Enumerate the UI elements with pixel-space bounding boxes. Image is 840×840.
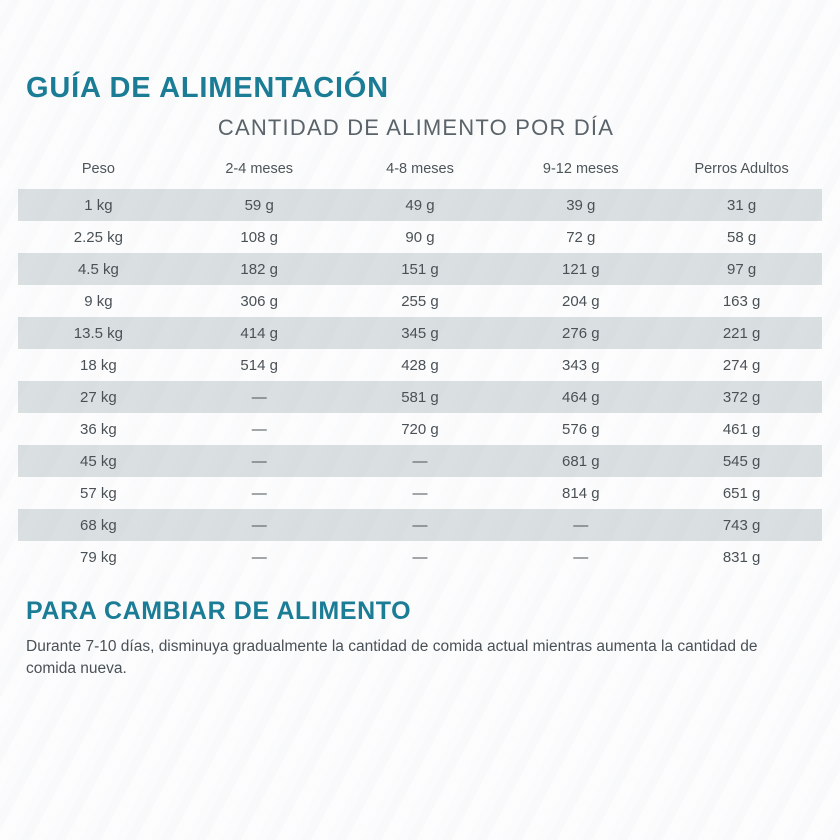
cell-2-4-months: —	[179, 541, 340, 573]
cell-2-4-months: 514 g	[179, 349, 340, 381]
table-row	[18, 445, 822, 477]
cell-9-12-months: —	[500, 509, 661, 541]
column-header-4-8-months: 4-8 meses	[386, 161, 454, 177]
cell-4-8-months: 720 g	[340, 413, 501, 445]
cell-9-12-months: 204 g	[500, 285, 661, 317]
cell-4-8-months: 90 g	[340, 221, 501, 253]
cell-2-4-months: 108 g	[179, 221, 340, 253]
cell-adult-dogs: 372 g	[661, 381, 822, 413]
cell-4-8-months: 255 g	[340, 285, 501, 317]
table-header	[18, 155, 822, 189]
section-body-food-change: Durante 7-10 días, disminuya gradualmente la cantidad de comida actual mientras aumenta la cantidad de comida nueva.	[26, 638, 758, 678]
column-header-adult-dogs: Perros Adultos	[694, 161, 789, 177]
cell-weight: 57 kg	[18, 477, 179, 509]
cell-9-12-months: 121 g	[500, 253, 661, 285]
cell-adult-dogs: 651 g	[661, 477, 822, 509]
cell-4-8-months: —	[340, 477, 501, 509]
page-title: GUÍA DE ALIMENTACIÓN	[26, 72, 389, 104]
cell-weight: 79 kg	[18, 541, 179, 573]
column-header-2-4-months: 2-4 meses	[225, 161, 294, 177]
cell-2-4-months: 306 g	[179, 285, 340, 317]
cell-adult-dogs: 221 g	[661, 317, 822, 349]
cell-4-8-months: —	[340, 509, 501, 541]
table-row	[18, 221, 822, 253]
cell-adult-dogs: 58 g	[661, 221, 822, 253]
cell-4-8-months: 428 g	[340, 349, 501, 381]
cell-2-4-months: 182 g	[179, 253, 340, 285]
cell-4-8-months: 581 g	[340, 381, 501, 413]
column-header-weight: Peso	[81, 161, 115, 177]
cell-4-8-months: —	[340, 541, 501, 573]
cell-adult-dogs: 163 g	[661, 285, 822, 317]
table-row	[18, 477, 822, 509]
table-header-row	[18, 155, 822, 189]
cell-4-8-months: 151 g	[340, 253, 501, 285]
cell-9-12-months: 72 g	[500, 221, 661, 253]
table-row	[18, 509, 822, 541]
cell-weight: 9 kg	[18, 285, 179, 317]
cell-9-12-months: —	[500, 541, 661, 573]
table-row	[18, 413, 822, 445]
cell-weight: 13.5 kg	[18, 317, 179, 349]
cell-9-12-months: 681 g	[500, 445, 661, 477]
cell-weight: 36 kg	[18, 413, 179, 445]
cell-adult-dogs: 97 g	[661, 253, 822, 285]
cell-9-12-months: 276 g	[500, 317, 661, 349]
table-row	[18, 541, 822, 573]
cell-2-4-months: 414 g	[179, 317, 340, 349]
section-title-food-change: PARA CAMBIAR DE ALIMENTO	[26, 597, 412, 625]
cell-weight: 45 kg	[18, 445, 179, 477]
cell-4-8-months: 345 g	[340, 317, 501, 349]
table-row	[18, 317, 822, 349]
cell-weight: 1 kg	[18, 189, 179, 221]
cell-adult-dogs: 743 g	[661, 509, 822, 541]
cell-2-4-months: —	[179, 381, 340, 413]
cell-weight: 27 kg	[18, 381, 179, 413]
feeding-table	[18, 155, 822, 573]
table-row	[18, 189, 822, 221]
cell-weight: 4.5 kg	[18, 253, 179, 285]
cell-weight: 2.25 kg	[18, 221, 179, 253]
cell-adult-dogs: 461 g	[661, 413, 822, 445]
cell-4-8-months: —	[340, 445, 501, 477]
cell-4-8-months: 49 g	[340, 189, 501, 221]
cell-adult-dogs: 31 g	[661, 189, 822, 221]
cell-9-12-months: 576 g	[500, 413, 661, 445]
cell-adult-dogs: 831 g	[661, 541, 822, 573]
cell-weight: 18 kg	[18, 349, 179, 381]
cell-2-4-months: —	[179, 509, 340, 541]
table-row	[18, 253, 822, 285]
table-subtitle: CANTIDAD DE ALIMENTO POR DÍA	[217, 115, 615, 140]
cell-9-12-months: 343 g	[500, 349, 661, 381]
cell-adult-dogs: 545 g	[661, 445, 822, 477]
column-header-9-12-months: 9-12 meses	[542, 161, 619, 177]
cell-weight: 68 kg	[18, 509, 179, 541]
table-row	[18, 285, 822, 317]
table-body	[18, 189, 822, 573]
cell-adult-dogs: 274 g	[661, 349, 822, 381]
table-row	[18, 381, 822, 413]
cell-2-4-months: —	[179, 413, 340, 445]
cell-2-4-months: 59 g	[179, 189, 340, 221]
cell-9-12-months: 464 g	[500, 381, 661, 413]
cell-2-4-months: —	[179, 445, 340, 477]
cell-9-12-months: 39 g	[500, 189, 661, 221]
table-row	[18, 349, 822, 381]
cell-2-4-months: —	[179, 477, 340, 509]
cell-9-12-months: 814 g	[500, 477, 661, 509]
